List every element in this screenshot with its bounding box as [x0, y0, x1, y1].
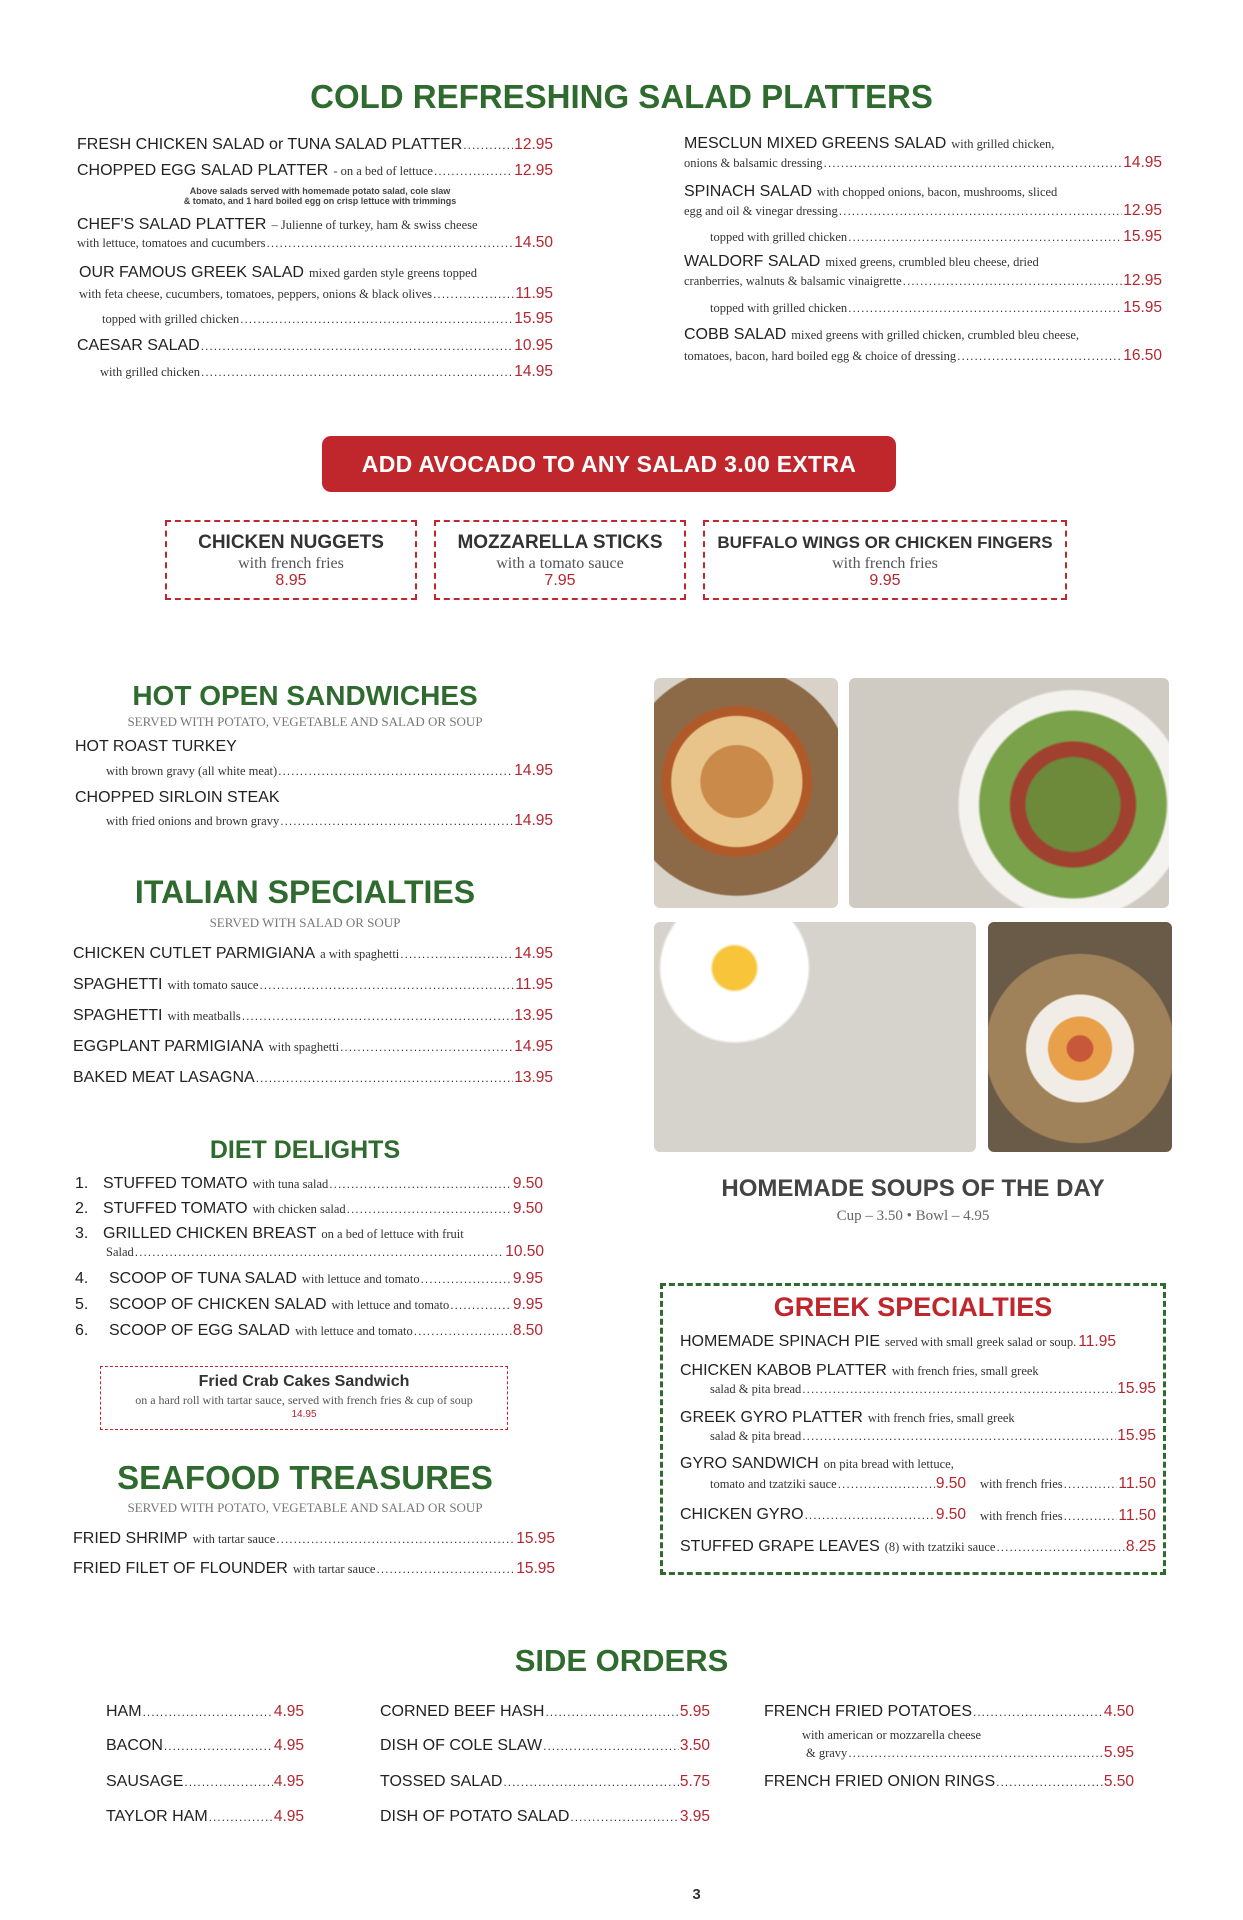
- menu-item-spaghetti-meatballs: SPAGHETTI with meatballs ..... 13.95: [73, 1007, 553, 1025]
- menu-item-chicken-gyro: CHICKEN GYRO ..... 9.50: [680, 1506, 966, 1524]
- menu-item-chicken-gyro-fries: with french fries ..... 11.50: [980, 1507, 1156, 1525]
- page-number: 3: [692, 1886, 701, 1903]
- menu-item-greek-salad: with feta cheese, cucumbers, tomatoes, peppers, onions & black olives ..... 11.95: [79, 285, 553, 303]
- menu-item-hot-roast-turkey: with brown gravy (all white meat) ..... 14.95: [106, 762, 553, 780]
- diet-title: DIET DELIGHTS: [209, 1136, 401, 1164]
- menu-item-mesclun: onions & balsamic dressing ..... 14.95: [684, 154, 1162, 172]
- menu-item-caesar-salad: CAESAR SALAD ..... 10.95: [77, 337, 553, 355]
- side-cole-slaw: DISH OF COLE SLAW ..... 3.50: [380, 1737, 710, 1755]
- menu-item-fresh-chicken-salad: FRESH CHICKEN SALAD or TUNA SALAD PLATTER ..... 12.95: [77, 136, 553, 154]
- side-sausage: SAUSAGE ..... 4.95: [106, 1773, 304, 1791]
- side-fries-cheese: & gravy ..... 5.95: [806, 1744, 1134, 1762]
- hot-open-title: HOT OPEN SANDWICHES: [132, 680, 478, 711]
- menu-item-chicken-kabob: salad & pita bread ..... 15.95: [710, 1380, 1156, 1398]
- chefs-salad-line1: CHEF'S SALAD PLATTER – Julienne of turkey, ham & swiss cheese: [77, 216, 478, 233]
- menu-item-eggplant-parm: EGGPLANT PARMIGIANA with spaghetti ..... 14.95: [73, 1038, 553, 1056]
- menu-item-gyro-sandwich: tomato and tzatziki sauce ..... 9.50: [710, 1475, 966, 1493]
- menu-item-flounder: FRIED FILET OF FLOUNDER with tartar sauce ..... 15.95: [73, 1560, 555, 1578]
- side-french-fries: FRENCH FRIED POTATOES ..... 4.50: [764, 1703, 1134, 1721]
- menu-item-diet-2: 2. STUFFED TOMATO with chicken salad ..... 9.50: [75, 1200, 543, 1218]
- menu-item-spinach-salad: egg and oil & vinegar dressing ..... 12.95: [684, 202, 1162, 220]
- waldorf-line1: WALDORF SALAD mixed greens, crumbled bleu cheese, dried: [684, 253, 1039, 270]
- mesclun-line1: MESCLUN MIXED GREENS SALAD with grilled chicken,: [684, 135, 1055, 152]
- cobb-line1: COBB SALAD mixed greens with grilled chicken, crumbled bleu cheese,: [684, 326, 1080, 343]
- gyro-platter-line1: GREEK GYRO PLATTER with french fries, small greek: [680, 1409, 1015, 1426]
- photo-grilled-sandwich: [654, 678, 838, 908]
- menu-item-spinach-chicken: topped with grilled chicken ..... 15.95: [710, 228, 1162, 246]
- side-onion-rings: FRENCH FRIED ONION RINGS ..... 5.50: [764, 1773, 1134, 1791]
- hot-roast-turkey-name: HOT ROAST TURKEY: [75, 738, 237, 755]
- menu-item-diet-4: 4. SCOOP OF TUNA SALAD with lettuce and tomato ..... 9.95: [75, 1270, 543, 1288]
- menu-item-spaghetti-tomato: SPAGHETTI with tomato sauce ..... 11.95: [73, 976, 553, 994]
- greek-salad-line1: OUR FAMOUS GREEK SALAD mixed garden style greens topped: [79, 264, 477, 281]
- seafood-title: SEAFOOD TREASURES: [117, 1459, 493, 1496]
- seafood-subtitle: SERVED WITH POTATO, VEGETABLE AND SALAD OR SOUP: [127, 1500, 483, 1515]
- italian-subtitle: SERVED WITH SALAD OR SOUP: [209, 915, 401, 930]
- photo-club-sandwich: [988, 922, 1172, 1152]
- kabob-line1: CHICKEN KABOB PLATTER with french fries, small greek: [680, 1362, 1039, 1379]
- menu-item-fried-shrimp: FRIED SHRIMP with tartar sauce ..... 15.95: [73, 1530, 555, 1548]
- hot-open-subtitle: SERVED WITH POTATO, VEGETABLE AND SALAD OR SOUP: [127, 714, 483, 729]
- menu-item-gyro-platter: salad & pita bread ..... 15.95: [710, 1427, 1156, 1445]
- gyro-sandwich-line1: GYRO SANDWICH on pita bread with lettuce,: [680, 1455, 954, 1472]
- menu-item-greek-salad-chicken: topped with grilled chicken ..... 15.95: [102, 310, 553, 328]
- menu-item-chefs-salad: with lettuce, tomatoes and cucumbers ..... 14.50: [77, 234, 553, 252]
- menu-item-waldorf: cranberries, walnuts & balsamic vinaigrette ..... 12.95: [684, 272, 1162, 290]
- appetizer-box-wings: BUFFALO WINGS OR CHICKEN FINGERS with french fries 9.95: [703, 520, 1067, 600]
- menu-item-spinach-pie: HOMEMADE SPINACH PIE served with small greek salad or soup. 11.95: [680, 1333, 1116, 1350]
- diet-3-line1: 3. GRILLED CHICKEN BREAST on a bed of lettuce with fruit: [75, 1225, 464, 1242]
- avocado-banner: ADD AVOCADO TO ANY SALAD 3.00 EXTRA: [322, 436, 896, 492]
- soups-title: HOMEMADE SOUPS OF THE DAY: [721, 1175, 1105, 1202]
- side-ham: HAM ..... 4.95: [106, 1703, 304, 1721]
- photo-breakfast: [654, 922, 976, 1152]
- menu-item-lasagna: BAKED MEAT LASAGNA ..... 13.95: [73, 1069, 553, 1087]
- crab-cake-name: Fried Crab Cakes Sandwich: [198, 1373, 410, 1390]
- appetizer-box-nuggets: CHICKEN NUGGETS with french fries 8.95: [165, 520, 417, 600]
- side-potato-salad: DISH OF POTATO SALAD ..... 3.95: [380, 1808, 710, 1826]
- menu-item-diet-5: 5. SCOOP OF CHICKEN SALAD with lettuce and tomato ..... 9.95: [75, 1296, 543, 1314]
- salad-serving-note: Above salads served with homemade potato salad, cole slaw & tomato, and 1 hard boiled egg on crisp lettuce with trimmings: [183, 186, 457, 206]
- side-taylor-ham: TAYLOR HAM ..... 4.95: [106, 1808, 304, 1826]
- side-bacon: BACON ..... 4.95: [106, 1737, 304, 1755]
- menu-item-gyro-sandwich-fries: with french fries ..... 11.50: [980, 1475, 1156, 1493]
- cold-salads-title: COLD REFRESHING SALAD PLATTERS: [310, 78, 933, 115]
- chopped-sirloin-name: CHOPPED SIRLOIN STEAK: [75, 789, 280, 806]
- menu-item-chicken-cutlet-parm: CHICKEN CUTLET PARMIGIANA a with spaghetti ..... 14.95: [73, 945, 553, 963]
- appetizer-box-mozzarella: MOZZARELLA STICKS with a tomato sauce 7.95: [434, 520, 686, 600]
- side-tossed-salad: TOSSED SALAD ..... 5.75: [380, 1773, 710, 1791]
- crab-cake-price: 14.95: [291, 1409, 317, 1420]
- soups-price: Cup – 3.50 • Bowl – 4.95: [836, 1208, 990, 1224]
- menu-item-diet-3: Salad ..... 10.50: [106, 1243, 544, 1261]
- menu-item-chopped-egg-salad: CHOPPED EGG SALAD PLATTER - on a bed of lettuce ..... 12.95: [77, 162, 553, 180]
- menu-item-chopped-sirloin: with fried onions and brown gravy ..... 14.95: [106, 812, 553, 830]
- side-corned-beef-hash: CORNED BEEF HASH ..... 5.95: [380, 1703, 710, 1721]
- menu-item-cobb: tomatoes, bacon, hard boiled egg & choice of dressing ..... 16.50: [684, 347, 1162, 365]
- menu-item-diet-1: 1. STUFFED TOMATO with tuna salad ..... 9.50: [75, 1175, 543, 1193]
- side-fries-cheese-desc: with american or mozzarella cheese: [802, 1728, 982, 1742]
- menu-item-grape-leaves: STUFFED GRAPE LEAVES (8) with tzatziki sauce ..... 8.25: [680, 1538, 1156, 1556]
- side-orders-title: SIDE ORDERS: [514, 1643, 729, 1678]
- crab-cake-box: [100, 1366, 508, 1430]
- italian-title: ITALIAN SPECIALTIES: [134, 874, 476, 910]
- menu-item-diet-6: 6. SCOOP OF EGG SALAD with lettuce and tomato ..... 8.50: [75, 1322, 543, 1340]
- greek-specialties-title: GREEK SPECIALTIES: [773, 1292, 1053, 1322]
- menu-item-waldorf-chicken: topped with grilled chicken ..... 15.95: [710, 299, 1162, 317]
- photo-greek-salad: [849, 678, 1169, 908]
- crab-cake-desc: on a hard roll with tartar sauce, served with french fries & cup of soup: [135, 1393, 473, 1407]
- spinach-salad-line1: SPINACH SALAD with chopped onions, bacon, mushrooms, sliced: [684, 183, 1058, 200]
- menu-item-caesar-chicken: with grilled chicken ..... 14.95: [100, 363, 553, 381]
